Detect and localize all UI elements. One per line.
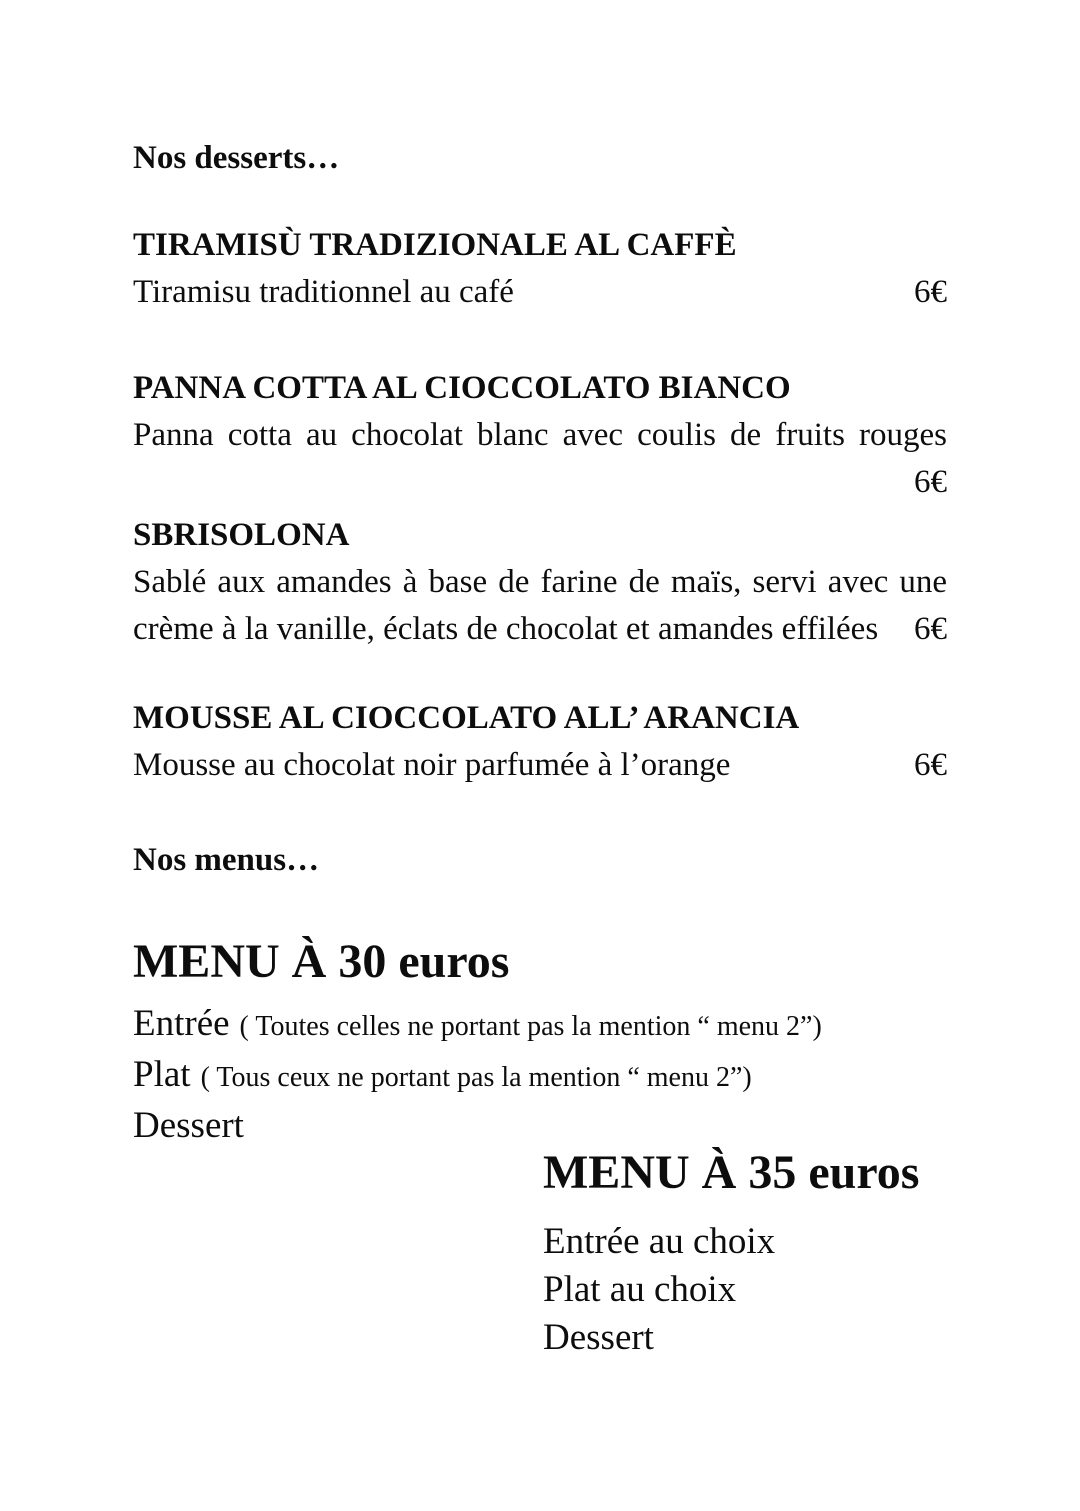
menu-course-label: Dessert [133, 1105, 244, 1146]
menu-course-label: Entrée [133, 1003, 230, 1044]
menu-course-label: Entrée au choix [543, 1221, 776, 1262]
desserts-section-heading: Nos desserts… [133, 140, 340, 176]
dessert-price: 6€ [914, 611, 947, 647]
menu-35-line-plat [543, 1266, 947, 1314]
dessert-price: 6€ [914, 747, 947, 783]
dessert-description-line [133, 742, 947, 789]
dessert-item-panna-cotta [133, 365, 947, 506]
dessert-name: MOUSSE AL CIOCCOLATO ALL’ ARANCIA [133, 700, 800, 736]
menu-30-line-dessert [133, 1102, 947, 1150]
menu-35-title: MENU À 35 euros [543, 1146, 920, 1199]
dessert-description-line [133, 269, 947, 316]
menus-section-heading: Nos menus… [133, 842, 320, 878]
dessert-item-tiramisu [133, 222, 947, 316]
menu-35-line-entree [543, 1218, 947, 1266]
dessert-price: 6€ [914, 274, 947, 310]
dessert-item-mousse [133, 695, 947, 789]
menu-35-block [543, 1144, 947, 1362]
menu-course-note: ( Tous ceux ne portant pas la mention “ menu 2”) [200, 1062, 752, 1093]
dessert-name: SBRISOLONA [133, 517, 350, 553]
dessert-description: Panna cotta au chocolat blanc avec coulis de fruits rouges [133, 417, 947, 453]
dessert-item-sbrisolona [133, 512, 947, 653]
dessert-name: TIRAMISÙ TRADIZIONALE AL CAFFÈ [133, 227, 737, 263]
menu-course-label: Dessert [543, 1317, 654, 1358]
dessert-description-line-1: Sablé aux amandes à base de farine de maïs, servi avec une [133, 564, 947, 600]
menu-30-line-entree [133, 1000, 947, 1051]
dessert-price: 6€ [914, 464, 947, 500]
menu-course-label: Plat [133, 1054, 191, 1095]
dessert-description-line-2-row [133, 606, 947, 653]
menu-30-title: MENU À 30 euros [133, 935, 510, 988]
dessert-description: Mousse au chocolat noir parfumée à l’orange [133, 747, 731, 783]
dessert-name: PANNA COTTA AL CIOCCOLATO BIANCO [133, 370, 791, 406]
menu-course-label: Plat au choix [543, 1269, 737, 1310]
menu-30-block [133, 933, 947, 1150]
dessert-description-line-2: crème à la vanille, éclats de chocolat et amandes effilées [133, 611, 879, 647]
menu-course-note: ( Toutes celles ne portant pas la mention “ menu 2”) [239, 1011, 822, 1042]
menu-35-line-dessert [543, 1314, 947, 1362]
dessert-description: Tiramisu traditionnel au café [133, 274, 514, 310]
menu-30-line-plat [133, 1051, 947, 1102]
